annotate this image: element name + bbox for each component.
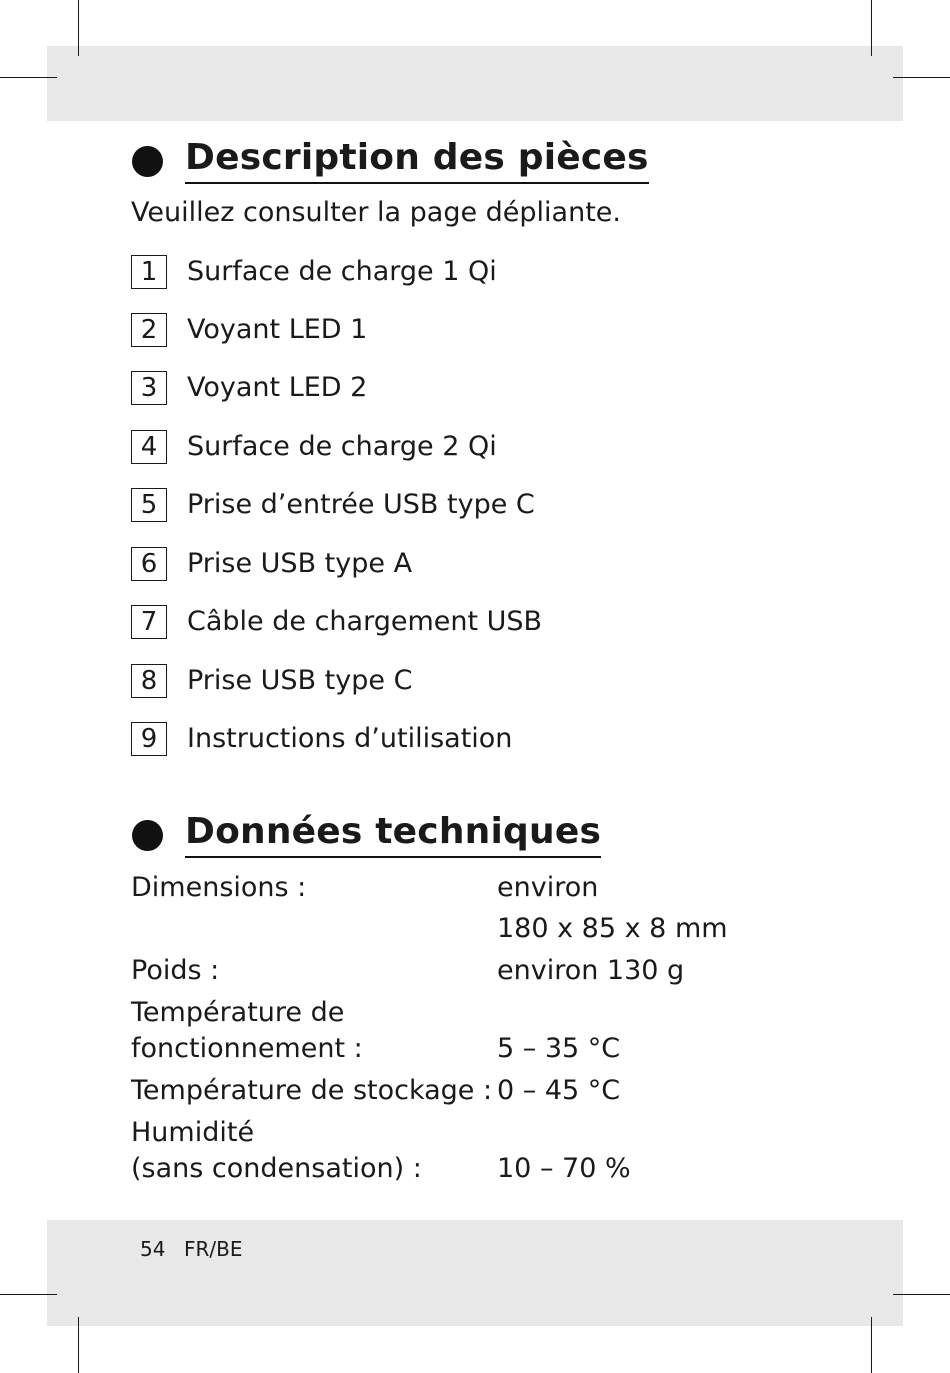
spec-label: Humidité bbox=[131, 1117, 255, 1148]
footer-band bbox=[47, 1220, 903, 1326]
parts-intro: Veuillez consulter la page dépliante. bbox=[131, 197, 621, 228]
page-number: 54 bbox=[140, 1237, 166, 1261]
part-number: 5 bbox=[131, 488, 167, 522]
spec-value: 5 – 35 °C bbox=[497, 1033, 621, 1064]
crop-mark bbox=[871, 0, 872, 56]
part-label: Voyant LED 2 bbox=[187, 372, 368, 403]
parts-heading-text: Description des pièces bbox=[185, 136, 649, 184]
part-label: Instructions d’utilisation bbox=[187, 723, 513, 754]
crop-mark bbox=[78, 0, 79, 56]
part-number: 8 bbox=[131, 664, 167, 698]
header-band bbox=[47, 46, 903, 121]
spec-label: fonctionnement : bbox=[131, 1033, 363, 1064]
part-label: Surface de charge 1 Qi bbox=[187, 256, 497, 287]
spec-value: environ 130 g bbox=[497, 955, 685, 986]
crop-mark bbox=[78, 1317, 79, 1373]
spec-label: Température de stockage : bbox=[131, 1075, 493, 1106]
part-label: Voyant LED 1 bbox=[187, 314, 368, 345]
crop-mark bbox=[893, 1294, 950, 1295]
part-number: 4 bbox=[131, 430, 167, 464]
crop-mark bbox=[893, 77, 950, 78]
spec-value: 10 – 70 % bbox=[497, 1153, 631, 1184]
spec-value: 0 – 45 °C bbox=[497, 1075, 621, 1106]
crop-mark bbox=[871, 1317, 872, 1373]
part-number: 1 bbox=[131, 255, 167, 289]
part-number: 2 bbox=[131, 313, 167, 347]
bullet-icon bbox=[132, 820, 163, 851]
spec-value: 180 x 85 x 8 mm bbox=[497, 913, 728, 944]
part-number: 6 bbox=[131, 547, 167, 581]
crop-mark bbox=[0, 1294, 57, 1295]
part-label: Prise USB type A bbox=[187, 548, 413, 579]
spec-label: Température de bbox=[131, 997, 345, 1028]
part-label: Prise USB type C bbox=[187, 665, 413, 696]
part-label: Câble de chargement USB bbox=[187, 606, 543, 637]
spec-label: Dimensions : bbox=[131, 872, 307, 903]
bullet-icon bbox=[132, 146, 163, 177]
part-number: 9 bbox=[131, 722, 167, 756]
part-label: Prise d’entrée USB type C bbox=[187, 489, 535, 520]
locale-label: FR/BE bbox=[184, 1237, 243, 1261]
spec-label: (sans condensation) : bbox=[131, 1153, 422, 1184]
spec-value: environ bbox=[497, 872, 599, 903]
spec-label: Poids : bbox=[131, 955, 220, 986]
crop-mark bbox=[0, 77, 57, 78]
specs-heading-text: Données techniques bbox=[185, 810, 601, 858]
part-number: 3 bbox=[131, 371, 167, 405]
part-label: Surface de charge 2 Qi bbox=[187, 431, 497, 462]
part-number: 7 bbox=[131, 605, 167, 639]
